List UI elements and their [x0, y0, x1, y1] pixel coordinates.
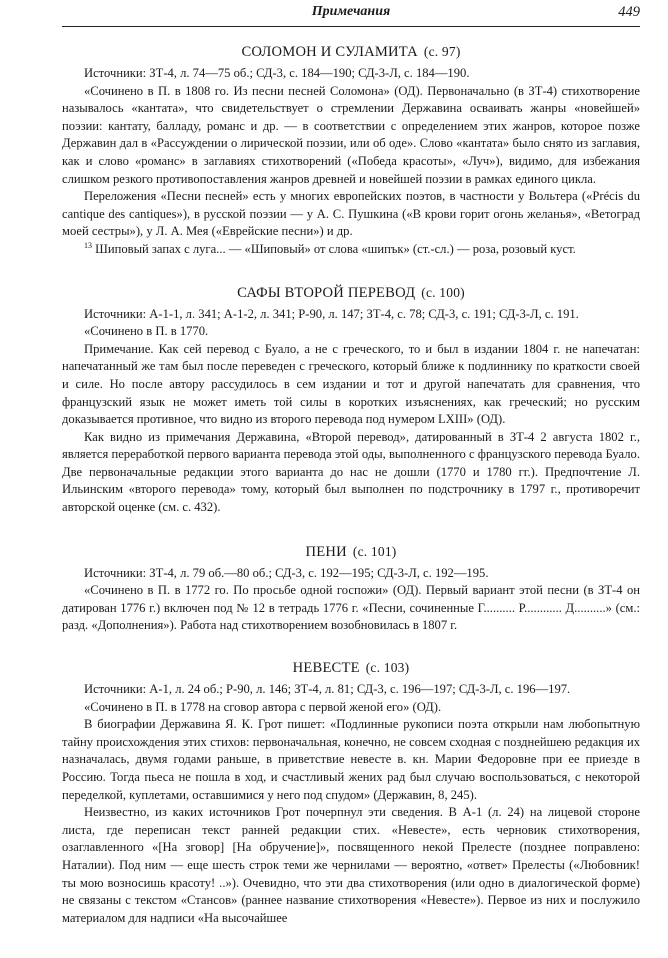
- commentary-paragraph: Как видно из примечания Державина, «Второй перевод», датированный в ЗТ-4 2 августа 1802 г., является переработкой первого варианта перевода этой оды, выполненного с французского перевода Буало. Две первоначальные редакции этого варианта до нас не дошли (1770 и 1780 гг.). Предпочтение Л. Ильинским «второго перевода» тому, который был выполнен по подстрочнику в 1797 г., противоречит авторской оценке (см. с. 432).: [62, 429, 640, 515]
- section-heading: СОЛОМОН И СУЛАМИТА: [241, 44, 418, 60]
- footnote-marker: 13: [84, 240, 92, 250]
- section-heading: САФЫ ВТОРОЙ ПЕРЕВОД: [237, 284, 416, 301]
- note-paragraph: Примечание. Как сей перевод с Буало, а не с греческого, то и был в издании 1804 г. не напечатан: напечатанный же там был после переведен с греческого, который ближе к подлиннику по краткости своей и силе. Но после автору рассудилось в сем издании и тот и другой напечатать для сравнения, что французский язык не может иметь той силы в коротких изъяснениях, как греческий; но русским доказывается противное, что видно из второго перевода под нумером LXIII» (ОД).: [62, 341, 640, 427]
- sources-paragraph: Источники: А-1, л. 24 об.; Р-90, л. 146; ЗТ-4, л. 81; СД-3, с. 196—197; СД-3-Л, с. 196—197.: [84, 682, 571, 697]
- sources-paragraph: Источники: ЗТ-4, л. 79 об.—80 об.; СД-3, с. 192—195; СД-3-Л, с. 192—195.: [84, 565, 489, 580]
- section-title-safo: [62, 279, 640, 306]
- commentary-paragraph: «Сочинено в П. в 1772 го. По просьбе одной госпожи» (ОД). Первый вариант этой песни (в ЗТ-4 он датирован 1776 г.) включен под № 12 в тетрадь 1776 г. «Песни, сочиненные Г.......... Р............ Д..........» (см.: разд. «Дополнения»). Работа над стихотворением возобновилась в 1807 г.: [62, 583, 640, 633]
- sources-paragraph: Источники: А-1-1, л. 341; А-1-2, л. 341; Р-90, л. 147; ЗТ-4, с. 78; СД-3, с. 191; СД-3-Л, с. 191.: [84, 306, 579, 321]
- sources-paragraph: Источники: ЗТ-4, л. 74—75 об.; СД-3, с. 184—190; СД-3-Л, с. 184—190.: [84, 66, 470, 80]
- quote-paragraph: «Сочинено в П. в 1770.: [84, 324, 209, 339]
- section-heading: НЕВЕСТЕ: [292, 660, 360, 677]
- page-number: 449: [618, 4, 640, 20]
- running-header: [62, 0, 640, 27]
- running-title: Примечания: [311, 4, 391, 19]
- commentary-paragraph: Неизвестно, из каких источников Грот почерпнул эти сведения. В А-1 (л. 24) на лицевой стороне листа, где переписан текст ранней редакции стих. «Невесте», есть черновик стихотворения, озаглавленного «[На зговор] [На обручение]», посвященного некой Прелесте (позднее поправлено: Наталии). Под ним — еще шесть строк теми же чернилами — вероятно, «ответ» Прелесты («Любовник! ты мою возносишь красоту! ..»). Очевидно, что эти два стихотворения (или одно в диалогической форме) не связаны с текстом «Стансов» (раннее название стихотворения «Невесте»). Первое из них и послужило материалом для надписи «На высочайшее: [62, 805, 640, 925]
- section-page-ref: (с. 100): [421, 284, 465, 300]
- section-page-ref: (с. 103): [365, 660, 410, 676]
- section-title-neveste: [62, 654, 640, 681]
- footnote-text: Шиповый запах с луга... — «Шиповый» от слова «шипък» (ст.-сл.) — роза, розовый куст.: [95, 241, 576, 256]
- section-heading: ПЕНИ: [305, 543, 347, 560]
- commentary-paragraph: В биографии Державина Я. К. Грот пишет: «Подлинные рукописи поэта открыли нам любопытную тайну происхождения этих стихов: первоначальная, конечно, не совсем сходная с позднейшею редакция их назначалась, двумя годами раньше, в приветствие невесте в. кн. Марии Федоровне при ее приезде в Россию. Тогда пьеса не пошла в ход, и счастливый жених рад был случаю воспользоваться, с некоторой переделкой, куплетами, оставшимися у него под спудом» (Державин, 8, 245).: [62, 717, 640, 802]
- section-title-peni: [62, 538, 640, 565]
- commentary-paragraph: «Сочинено в П. в 1808 го. Из песни песней Соломона» (ОД). Первоначально (в ЗТ-4) стихотворение называлось «кантата», что свидетельствует о стремлении Державина осваивать жанры «новейшей» поэзии: кантату, балладу, романс и др. — в соответствии с определением этих жанров, которое позже Державин дал в «Рассуждении о лирической поэзии, или об оде». Слово «кантата» было снято из заглавия, как и слово «романс» в заглавиях стихотворений («Победа красоты», «Луч»), видимо, для избежания слишком резкого противопоставления жанров древней и новейшей поэзии в рамках единого цикла.: [62, 83, 640, 186]
- quote-paragraph: «Сочинено в П. в 1778 на сговор автора с первой женой его» (ОД).: [84, 699, 442, 714]
- page-content: [62, 38, 640, 927]
- footnote-paragraph: [62, 241, 640, 259]
- commentary-paragraph: Переложения «Песни песней» есть у многих европейских поэтов, в частности у Вольтера («Précis du cantique des cantiques»), в русской поэзии — у А. С. Пушкина («В крови горит огонь желанья», «Ветоград моей сестры»), у Л. А. Мея («Еврейские песни») и др.: [62, 189, 640, 239]
- section-page-ref: (с. 97): [423, 44, 461, 59]
- section-title-solomon: [62, 38, 640, 65]
- section-page-ref: (с. 101): [352, 543, 397, 559]
